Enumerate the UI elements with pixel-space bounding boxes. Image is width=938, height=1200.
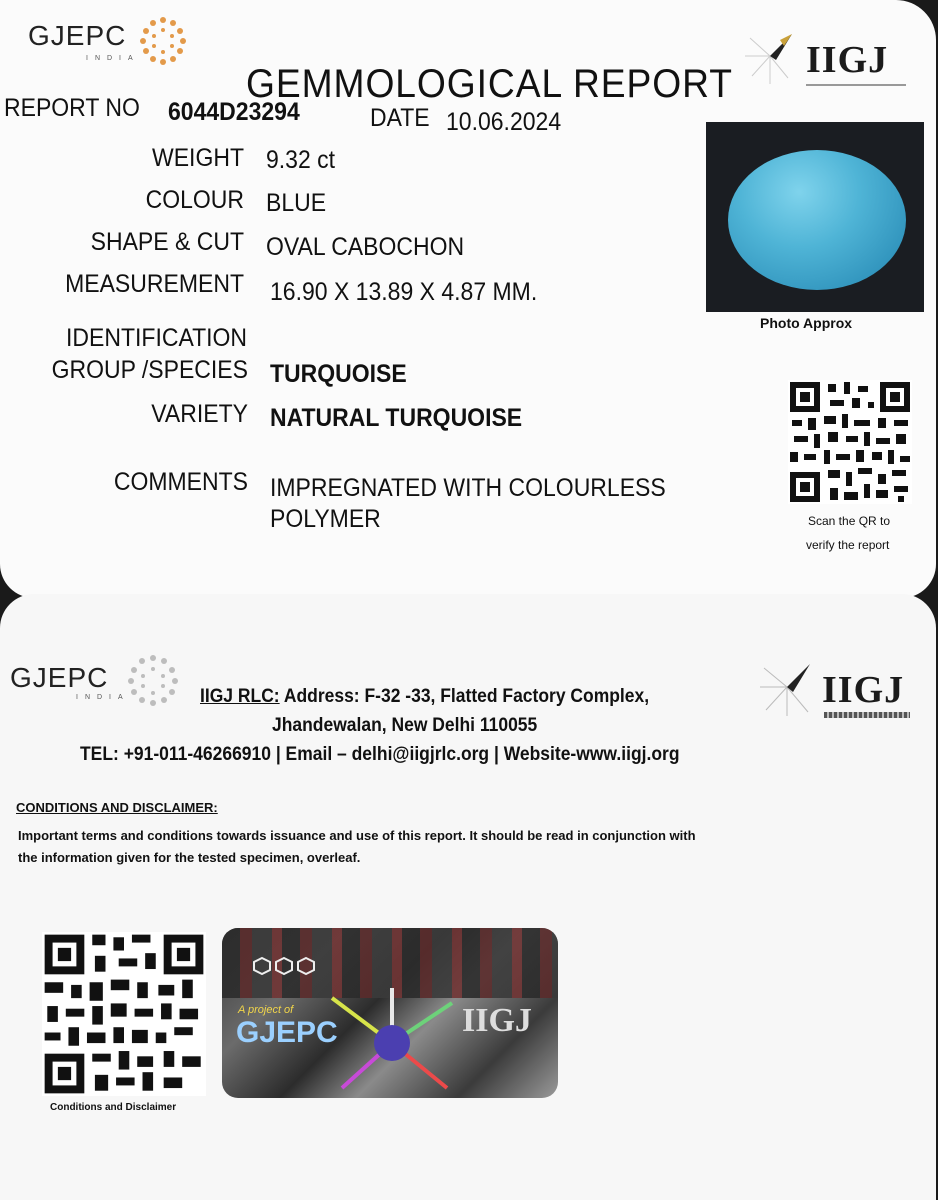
- shape-cut-label: SHAPE & CUT: [90, 228, 245, 256]
- qr-caption-line-2: verify the report: [806, 538, 890, 552]
- gjepc-sunburst-icon: [136, 14, 190, 68]
- report-no-value: 6044D23294: [168, 98, 300, 126]
- iigj-star-icon: [740, 26, 800, 86]
- measurement-value: 16.90 X 13.89 X 4.87 MM.: [270, 278, 538, 306]
- qr-caption-line-1: Scan the QR to: [808, 514, 891, 528]
- gjepc-logo-subtext: INDIA: [86, 55, 140, 62]
- conditions-line-2: the information given for the tested specimen, overleaf.: [18, 850, 361, 865]
- report-back-card: [0, 594, 936, 1200]
- contact-line: TEL: +91-011-46266910 | Email – delhi@iigjrlc.org | Website-www.iigj.org: [80, 744, 680, 765]
- weight-value: 9.32 ct: [266, 146, 336, 174]
- conditions-qr-caption: Conditions and Disclaimer: [50, 1102, 177, 1113]
- gemstone-photo: [706, 122, 924, 312]
- hologram-hexagon-icons: [252, 956, 322, 976]
- colour-value: BLUE: [266, 189, 327, 217]
- back-iigj-star-icon: [756, 656, 818, 718]
- group-species-value: TURQUOISE: [270, 360, 407, 388]
- report-no-label: REPORT NO: [4, 94, 140, 122]
- address-text: Address: F-32 -33, Flatted Factory Complex,: [283, 686, 650, 707]
- report-title: GEMMOLOGICAL REPORT: [246, 62, 733, 106]
- back-gjepc-logo-text: GJEPC: [10, 662, 109, 693]
- measurement-label: MEASUREMENT: [65, 270, 245, 298]
- iigj-logo-text: IIGJ: [806, 39, 889, 81]
- report-front-card: [0, 0, 936, 598]
- comments-label: COMMENTS: [113, 468, 248, 496]
- gjepc-logo-text: GJEPC: [28, 20, 127, 51]
- weight-label: WEIGHT: [152, 144, 244, 172]
- photo-caption: Photo Approx: [760, 315, 853, 331]
- hologram-iigj-text: IIGJ: [462, 1002, 532, 1039]
- variety-label: VARIETY: [151, 400, 248, 428]
- date-value: 10.06.2024: [446, 108, 562, 136]
- verify-qr-code[interactable]: [788, 380, 912, 504]
- back-gjepc-logo-subtext: INDIA: [76, 694, 130, 701]
- address-line-2: Jhandewalan, New Delhi 110055: [272, 715, 538, 736]
- back-iigj-logo-strip: [824, 712, 910, 718]
- turquoise-stone-image: [728, 150, 906, 290]
- address-org: IIGJ RLC:: [200, 686, 280, 707]
- back-gjepc-sunburst-icon: [124, 652, 182, 710]
- hologram-gjepc-text: GJEPC: [236, 1016, 338, 1049]
- back-iigj-logo-text: IIGJ: [822, 669, 905, 711]
- hologram-project-text: A project of: [238, 1004, 294, 1016]
- colour-label: COLOUR: [145, 186, 244, 214]
- conditions-heading: CONDITIONS AND DISCLAIMER:: [16, 800, 218, 815]
- variety-value: NATURAL TURQUOISE: [270, 404, 523, 432]
- identification-label: IDENTIFICATION: [66, 324, 248, 352]
- shape-cut-value: OVAL CABOCHON: [266, 233, 465, 261]
- group-species-label: GROUP /SPECIES: [51, 356, 248, 384]
- conditions-qr-code[interactable]: [42, 932, 206, 1096]
- date-label: DATE: [370, 104, 430, 132]
- comments-line-1: IMPREGNATED WITH COLOURLESS: [270, 474, 666, 502]
- security-hologram: [222, 928, 558, 1098]
- address-line-1: [200, 686, 649, 708]
- conditions-line-1: Important terms and conditions towards issuance and use of this report. It should be read in conjunction with: [18, 828, 696, 843]
- iigj-logo-underline: [806, 84, 906, 86]
- comments-line-2: POLYMER: [270, 505, 381, 533]
- hologram-rays-graphic: [322, 988, 462, 1098]
